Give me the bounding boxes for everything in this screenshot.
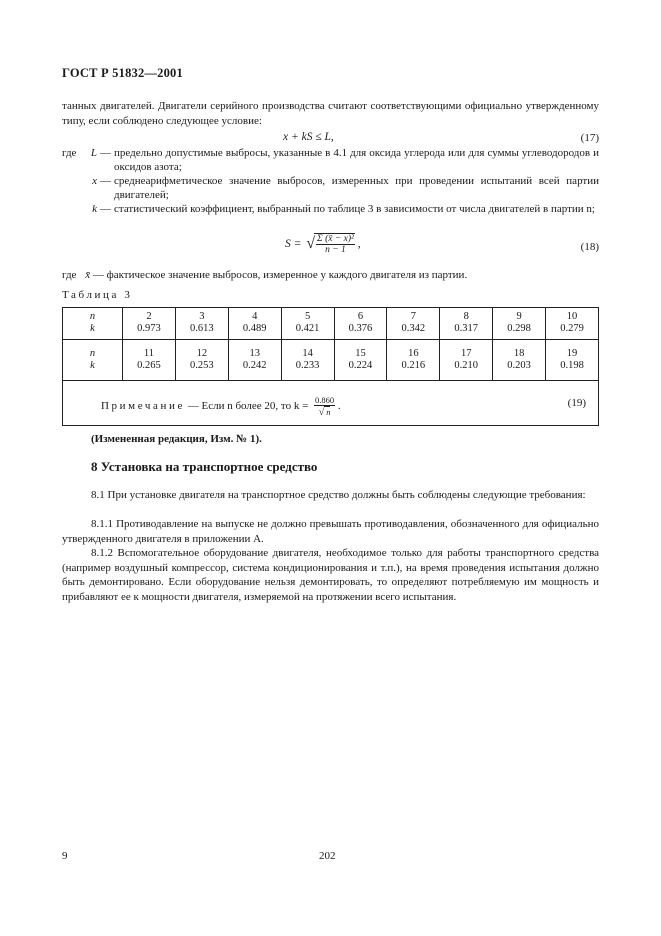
table-cell: 10 0.279 (546, 308, 599, 340)
table-cell: 5 0.421 (281, 308, 334, 340)
definition-text: — фактическое значение выбросов, измеренное у каждого двигателя из партии. (92, 269, 468, 281)
intro-paragraph: танных двигателей. Двигатели серийного производства считают соответствующими официально утвержденному типу, если соблюдено следующее условие: (62, 100, 599, 127)
paragraph-8-1-1: 8.1.1 Противодавление на выпуске не должно превышать противодавления, обозначенного для официально утвержденного двигателя в приложении А. (62, 518, 599, 545)
formula-18-denominator: n − 1 (325, 245, 346, 255)
definition-symbol: k (92, 203, 97, 215)
definition-symbol: x (92, 175, 97, 187)
note-text: — Если n более 20, то k = (187, 400, 309, 413)
section-8-title: 8 Установка на транспортное средство (91, 459, 318, 474)
where-label: где (62, 269, 77, 281)
document-code: ГОСТ Р 51832—2001 (62, 66, 183, 80)
note-denominator: n (326, 407, 331, 417)
paragraph-8-1: 8.1 При установке двигателя на транспортное средство должны быть соблюдены следующие требования: (91, 489, 586, 501)
table-cell: 18 0.203 (493, 340, 546, 381)
table-note: Примечание — Если n более 20, то k = $\frac{0.860}{√ n}$ . (19) (63, 381, 599, 426)
formula-18: S = √ $\frac{\text{Σ (x̄ − x)²}}{n - 1}$ , (285, 234, 361, 255)
table-cell: 8 0.317 (440, 308, 493, 340)
definition-symbol: L (90, 147, 97, 159)
formula-18-numerator: Σ (x̄ − x)² (317, 234, 354, 244)
table-cell: 6 0.376 (334, 308, 387, 340)
equation-number-19: (19) (567, 397, 586, 409)
table-cell: 16 0.216 (387, 340, 440, 381)
definition-k: k — статистический коэффициент, выбранный по таблице 3 в зависимости от числа двигателей в партии n; (62, 202, 599, 232)
table-cell: 4 0.489 (228, 308, 281, 340)
definition-x: x — среднеарифметическое значение выбросов, измеренных при проведении испытаний всей партии двигателей; (62, 174, 599, 204)
table-cell: 7 0.342 (387, 308, 440, 340)
table-cell: 19 0.198 (546, 340, 599, 381)
note-numerator: 0.860 (315, 395, 335, 405)
table-cell: 9 0.298 (493, 308, 546, 340)
where-label: где (62, 147, 77, 159)
table-cell: 15 0.224 (334, 340, 387, 381)
table-note-row (63, 381, 599, 426)
table-cell: 2 0.973 (123, 308, 176, 340)
table-cell: 14 0.233 (281, 340, 334, 381)
table-3 (62, 307, 599, 426)
table-row (63, 340, 599, 381)
definition-xbar (62, 268, 599, 283)
table-cell: 13 0.242 (228, 340, 281, 381)
table-row (63, 308, 599, 340)
formula-18-tail: , (357, 238, 361, 250)
equation-number-17: (17) (580, 132, 599, 144)
row-label-n: n (89, 348, 96, 359)
row-label-n: n (89, 311, 96, 322)
page-number-left: 9 (62, 850, 68, 862)
page-number-center: 202 (319, 850, 336, 862)
definition-text: предельно допустимые выбросы, указанные в 4.1 для оксида углерода или для суммы углеводородов и оксидов азота; (114, 147, 599, 174)
table-cell: 17 0.210 (440, 340, 493, 381)
formula-18-lhs: S = (285, 238, 302, 250)
paragraph-8-1-2: 8.1.2 Вспомогательное оборудование двигателя, необходимое только для работы транспортного средства (например воздушный компрессор, система кондиционирования и т.п.), на время проведения испытания должно быть демонтировано. Если оборудование нельзя демонтировать, то определяют потребляемую им мощность и прибавляют ее к мощности двигателя, измеряемой на протяжении всего испытания. (62, 547, 599, 603)
table-cell: 11 0.265 (123, 340, 176, 381)
definition-text: среднеарифметическое значение выбросов, измеренных при проведении испытаний всей партии двигателей; (114, 175, 599, 202)
amendment-note: (Измененная редакция, Изм. № 1). (91, 433, 262, 445)
definition-text: статистический коэффициент, выбранный по таблице 3 в зависимости от числа двигателей в партии n; (114, 203, 595, 215)
formula-17: x + kS ≤ L, (283, 131, 334, 143)
table-caption: Таблица 3 (62, 289, 133, 301)
equation-number-18: (18) (580, 241, 599, 253)
row-label-k: k (90, 360, 95, 371)
row-label-k: k (90, 323, 95, 334)
definition-L: где L — предельно допустимые выбросы, указанные в 4.1 для оксида углерода или для суммы углеводородов и оксидов азота; (62, 147, 599, 174)
table-cell: 3 0.613 (175, 308, 228, 340)
note-label: Примечание (101, 400, 185, 413)
note-tail: . (337, 400, 341, 413)
definition-symbol: x̄ (85, 269, 91, 281)
table-cell: 12 0.253 (175, 340, 228, 381)
